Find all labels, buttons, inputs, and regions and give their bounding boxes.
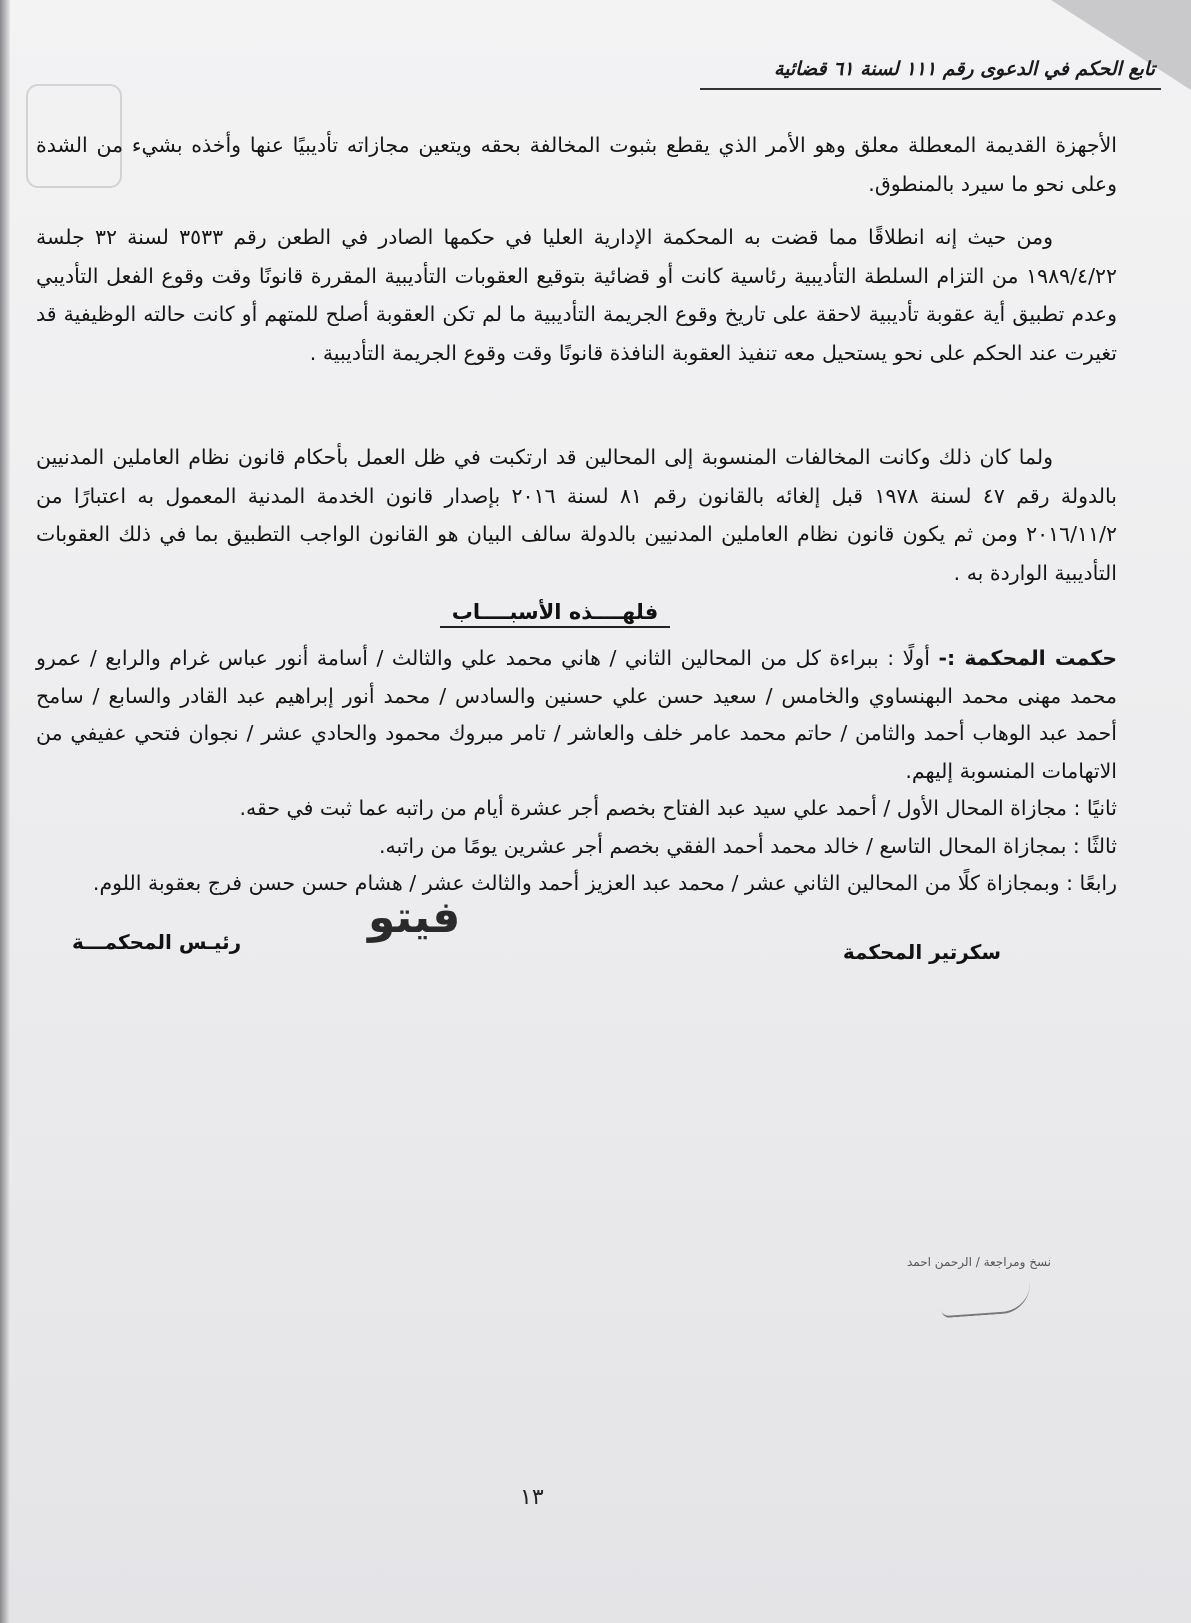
verdict-item-3: ثالثًا : بمجازاة المحال التاسع / خالد محمد أحمد الفقي بخصم أجر عشرين يومًا من راتبه.: [379, 833, 1117, 858]
verdict-label: حكمت المحكمة :-: [938, 646, 1117, 670]
signature-secretary: سكرتير المحكمة: [842, 940, 1001, 964]
verdict-item-1-text: أولًا : ببراءة كل من المحالين الثاني / هاني محمد علي والثالث / أسامة أنور عباس غرام والرابع / عمرو محمد مهنى محمد البهنساوي والخامس / سعيد حسن علي حسنين والسادس / محمد أنور إبراهيم عبد القادر والسابع / سامح أحمد عبد الوهاب أحمد والثامن / حاتم محمد عامر خلف والعاشر / تامر مبروك محمود والحادي عشر / نجوان فتحي عفيفي من الاتهامات المنسوبة إليهم.: [36, 646, 1117, 783]
verdict-item-4: رابعًا : وبمجازاة كلًا من المحالين الثاني عشر / محمد عبد العزيز أحمد والثالث عشر / هشام حسن حسن فرج بعقوبة اللوم.: [92, 871, 1117, 895]
paragraph-1: [36, 126, 1117, 203]
handwritten-signature: [940, 1282, 1032, 1318]
paragraph-3: [36, 438, 1117, 592]
paragraph-1-text: الأجهزة القديمة المعطلة معلق وهو الأمر الذي يقطع بثبوت المخالفة بحقه ويتعين مجازاته تأديبيًا عنها وأخذه بشيء من الشدة وعلى نحو ما سيرد بالمنطوق.: [36, 133, 1117, 196]
paragraph-2: [36, 218, 1117, 372]
signature-president: رئيـس المحكمـــة: [72, 930, 242, 954]
verdict-item-1: [36, 640, 1117, 790]
watermark-logo: [368, 892, 460, 943]
verdict-item-2: ثانيًا : مجازاة المحال الأول / أحمد علي سيد عبد الفتاح بخصم أجر عشرة أيام من راتبه عما ثبت في حقه.: [239, 796, 1117, 820]
header-underline: [700, 88, 1161, 90]
reasons-heading: فلهــــذه الأسبــــاب: [440, 600, 670, 628]
watermark-text: فيتو: [368, 892, 461, 943]
page-number: ١٣: [520, 1485, 544, 1510]
page-edge-shadow: [0, 0, 10, 1623]
paragraph-3-text: ولما كان ذلك وكانت المخالفات المنسوبة إلى المحالين قد ارتكبت في ظل العمل بأحكام قانون نظام العاملين المدنيين بالدولة رقم ٤٧ لسنة ١٩٧٨ قبل إلغائه بالقانون رقم ٨١ لسنة ٢٠١٦ بإصدار قانون الخدمة المدنية المعمول به اعتبارًا من ٢٠١٦/١١/٢ ومن ثم يكون قانون نظام العاملين المدنيين بالدولة سالف البيان هو القانون الواجب التطبيق بما في ذلك العقوبات التأديبية الواردة به .: [36, 445, 1118, 585]
running-header: تابع الحكم في الدعوى رقم ١١١ لسنة ٦١ قضائية: [773, 58, 1155, 80]
verdict-section: [36, 640, 1117, 903]
handwritten-note: نسخ ومراجعة / الرحمن احمد: [907, 1255, 1051, 1269]
paragraph-2-text: ومن حيث إنه انطلاقًا مما قضت به المحكمة الإدارية العليا في حكمها الصادر في الطعن رقم ٣٥٣٣ لسنة ٣٢ جلسة ١٩٨٩/٤/٢٢ من التزام السلطة التأديبية رئاسية كانت أو قضائية بتوقيع العقوبات التأديبية المقررة قانونًا وقت وقوع الفعل التأديبي وعدم تطبيق أية عقوبة تأديبية لاحقة على تاريخ وقوع الجريمة التأديبية ما لم تكن العقوبة أصلح للمتهم أو كانت حالته الوظيفية قد تغيرت عند الحكم على نحو يستحيل معه تنفيذ العقوبة النافذة قانونًا وقت وقوع الجريمة التأديبية .: [36, 225, 1117, 365]
